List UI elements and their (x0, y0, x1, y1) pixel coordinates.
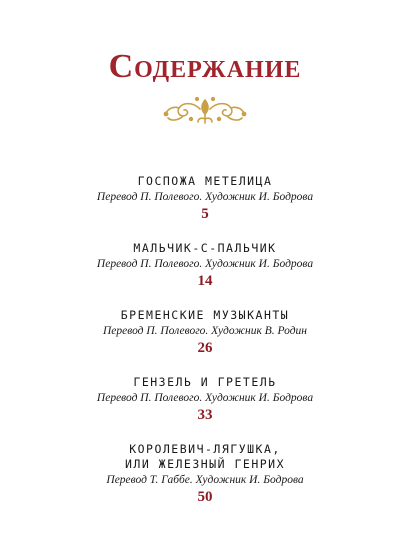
toc-entry-page-number: 26 (197, 340, 213, 356)
toc-entry-credit: Перевод П. Полевого. Художник В. Родин (102, 325, 307, 337)
toc-entry-title: МАЛЬЧИК-С-ПАЛЬЧИК (133, 241, 277, 255)
toc-entry[interactable] (0, 241, 410, 290)
toc-entry-title: ГОСПОЖА МЕТЕЛИЦА (137, 174, 273, 188)
toc-entry-title: БРЕМЕНСКИЕ МУЗЫКАНТЫ (120, 308, 290, 322)
toc-entry-credit: Перевод Т. Габбе. Художник И. Бодрова (106, 474, 304, 486)
toc-entry-page-number: 5 (201, 206, 209, 222)
toc-entry-credit: Перевод П. Полевого. Художник И. Бодрова (96, 191, 314, 203)
table-of-contents (0, 174, 410, 524)
toc-entry[interactable] (0, 308, 410, 357)
toc-entry[interactable] (0, 375, 410, 424)
toc-entry-page-number: 33 (197, 407, 213, 423)
toc-entry-credit: Перевод П. Полевого. Художник И. Бодрова (96, 258, 314, 270)
toc-entry-title: КОРОЛЕВИЧ-ЛЯГУШКА, ИЛИ ЖЕЛЕЗНЫЙ ГЕНРИХ (124, 442, 286, 471)
toc-entry[interactable] (0, 442, 410, 506)
floral-ornament-icon (163, 94, 247, 128)
page-title: Содержание (108, 48, 302, 85)
toc-entry[interactable] (0, 174, 410, 223)
toc-entry-title: ГЕНЗЕЛЬ И ГРЕТЕЛЬ (133, 375, 277, 389)
toc-entry-page-number: 50 (197, 489, 213, 505)
toc-entry-credit: Перевод П. Полевого. Художник И. Бодрова (96, 392, 314, 404)
toc-entry-page-number: 14 (197, 273, 213, 289)
